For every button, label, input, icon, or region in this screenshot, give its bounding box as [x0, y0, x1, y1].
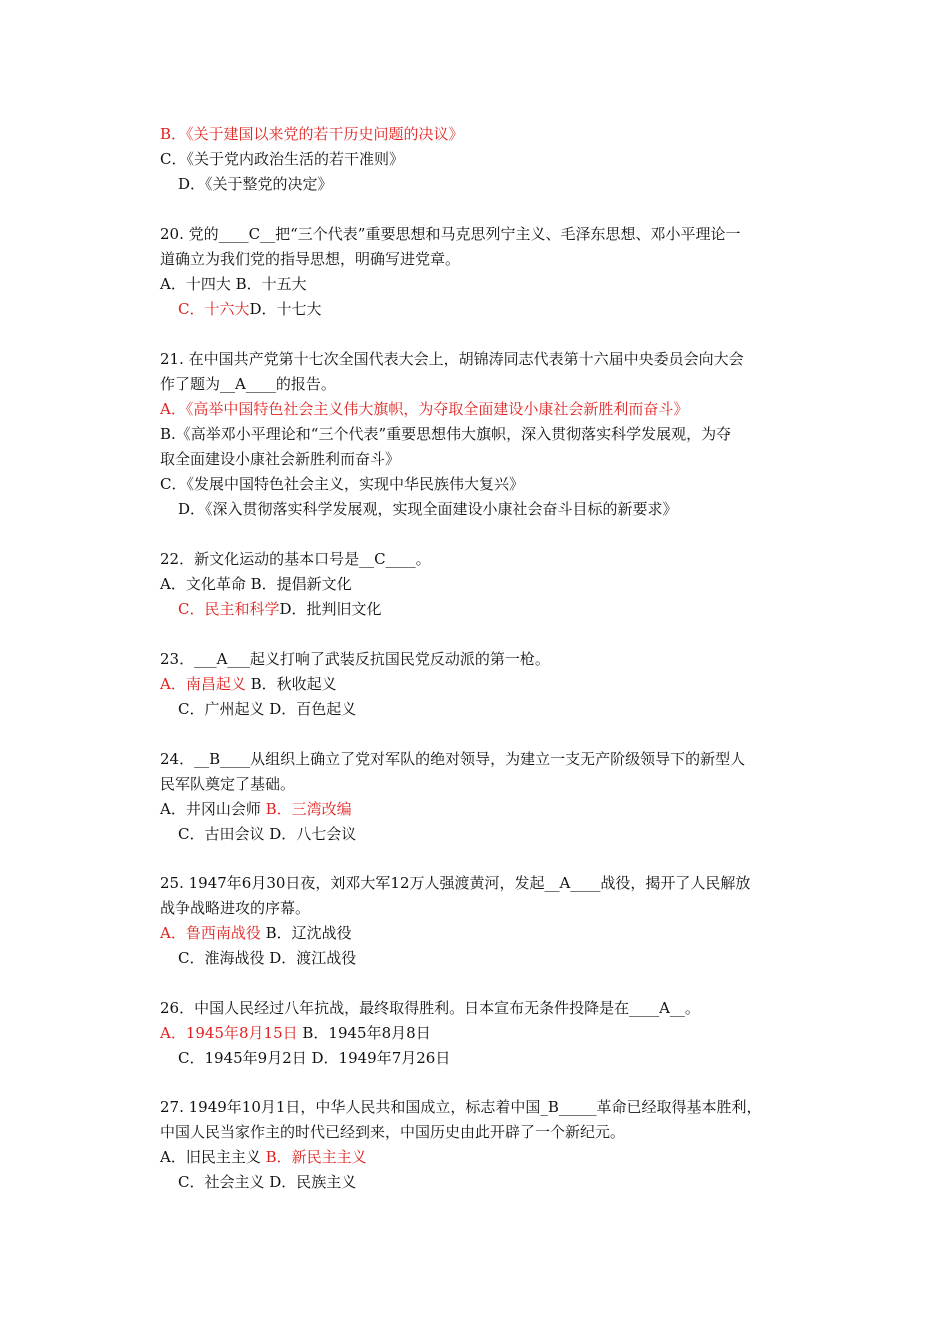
q22-options-ab: A．文化革命 B．提倡新文化 [160, 575, 352, 593]
q25-options-cd: C．淮海战役 D．渡江战役 [178, 949, 357, 967]
q21-stem-line1: 21. 在中国共产党第十七次全国代表大会上，胡锦涛同志代表第十六届中央委员会向大会 [160, 350, 744, 368]
q25-stem-line2: 战争战略进攻的序幕。 [160, 899, 311, 917]
q23-options-ab [160, 672, 337, 697]
q22-option-d: D．批判旧文化 [279, 600, 382, 618]
q26-stem: 26．中国人民经过八年抗战，最终取得胜利。日本宣布无条件投降是在____A__。 [160, 999, 700, 1017]
q24-stem-line1: 24．__B____从组织上确立了党对军队的绝对领导，为建立一支无产阶级领导下的新型人 [160, 750, 746, 768]
q26-option-b: B．1945年8月8日 [297, 1024, 431, 1042]
q24-option-b: B．三湾改编 [265, 800, 352, 818]
q25-option-a: A．鲁西南战役 [160, 924, 261, 942]
q20-stem-line1: 20. 党的____C__把“三个代表”重要思想和马克思列宁主义、毛泽东思想、邓小平理论一 [160, 225, 741, 243]
q20-options-cd [178, 297, 322, 322]
q21-option-a: A．《高举中国特色社会主义伟大旗帜，为夺取全面建设小康社会新胜利而奋斗》 [160, 400, 689, 418]
q20-option-c: C．十六大 [178, 300, 250, 318]
q21-option-d: D．《深入贯彻落实科学发展观，实现全面建设小康社会奋斗目标的新要求》 [178, 500, 678, 518]
q20-stem-line2: 道确立为我们党的指导思想，明确写进党章。 [160, 250, 461, 268]
q23-stem: 23．___A___起义打响了武装反抗国民党反动派的第一枪。 [160, 650, 550, 668]
q20-option-d: D．十七大 [249, 300, 322, 318]
q19-option-b: B．《关于建国以来党的若干历史问题的决议》 [160, 125, 464, 143]
q24-stem-line2: 民军队奠定了基础。 [160, 775, 296, 793]
q26-option-a: A．1945年8月15日 [160, 1024, 298, 1042]
q24-option-a: A．井冈山会师 [160, 800, 266, 818]
q22-stem: 22．新文化运动的基本口号是__C____。 [160, 550, 431, 568]
q27-stem-line2: 中国人民当家作主的时代已经到来，中国历史由此开辟了一个新纪元。 [160, 1123, 626, 1141]
q27-stem-line1: 27. 1949年10月1日，中华人民共和国成立，标志着中国_B_____革命已经取得基本胜利， [160, 1098, 762, 1116]
q21-option-b-line1: B.《高举邓小平理论和“三个代表”重要思想伟大旗帜，深入贯彻落实科学发展观，为夺 [160, 425, 732, 443]
q19-option-c: C．《关于党内政治生活的若干准则》 [160, 150, 404, 168]
q25-options-ab [160, 921, 352, 946]
q22-option-c: C．民主和科学 [178, 600, 280, 618]
q19-option-d: D．《关于整党的决定》 [178, 175, 333, 193]
q24-options-cd: C．古田会议 D．八七会议 [178, 825, 357, 843]
q27-option-b: B．新民主主义 [260, 1148, 367, 1166]
q27-options-ab [160, 1145, 367, 1170]
q24-options-ab [160, 797, 352, 822]
q21-option-c: C．《发展中国特色社会主义，实现中华民族伟大复兴》 [160, 475, 524, 493]
q27-option-a: A．旧民主主义 [160, 1148, 261, 1166]
q26-options-ab [160, 1021, 431, 1046]
q27-options-cd: C．社会主义 D．民族主义 [178, 1173, 357, 1191]
q21-stem-line2: 作了题为__A____的报告。 [160, 375, 336, 393]
q26-options-cd: C．1945年9月2日 D．1949年7月26日 [178, 1049, 451, 1067]
q22-options-cd [178, 597, 382, 622]
q23-option-b: B．秋收起义 [245, 675, 337, 693]
q25-stem-line1: 25. 1947年6月30日夜，刘邓大军12万人强渡黄河，发起__A____战役，揭开了人民解放 [160, 874, 751, 892]
q20-options-ab: A．十四大 B．十五大 [160, 275, 307, 293]
q21-option-b-line2: 取全面建设小康社会新胜利而奋斗》 [160, 450, 401, 468]
q23-option-a: A．南昌起义 [160, 675, 246, 693]
q25-option-b: B．辽沈战役 [260, 924, 352, 942]
q23-options-cd: C．广州起义 D．百色起义 [178, 700, 357, 718]
